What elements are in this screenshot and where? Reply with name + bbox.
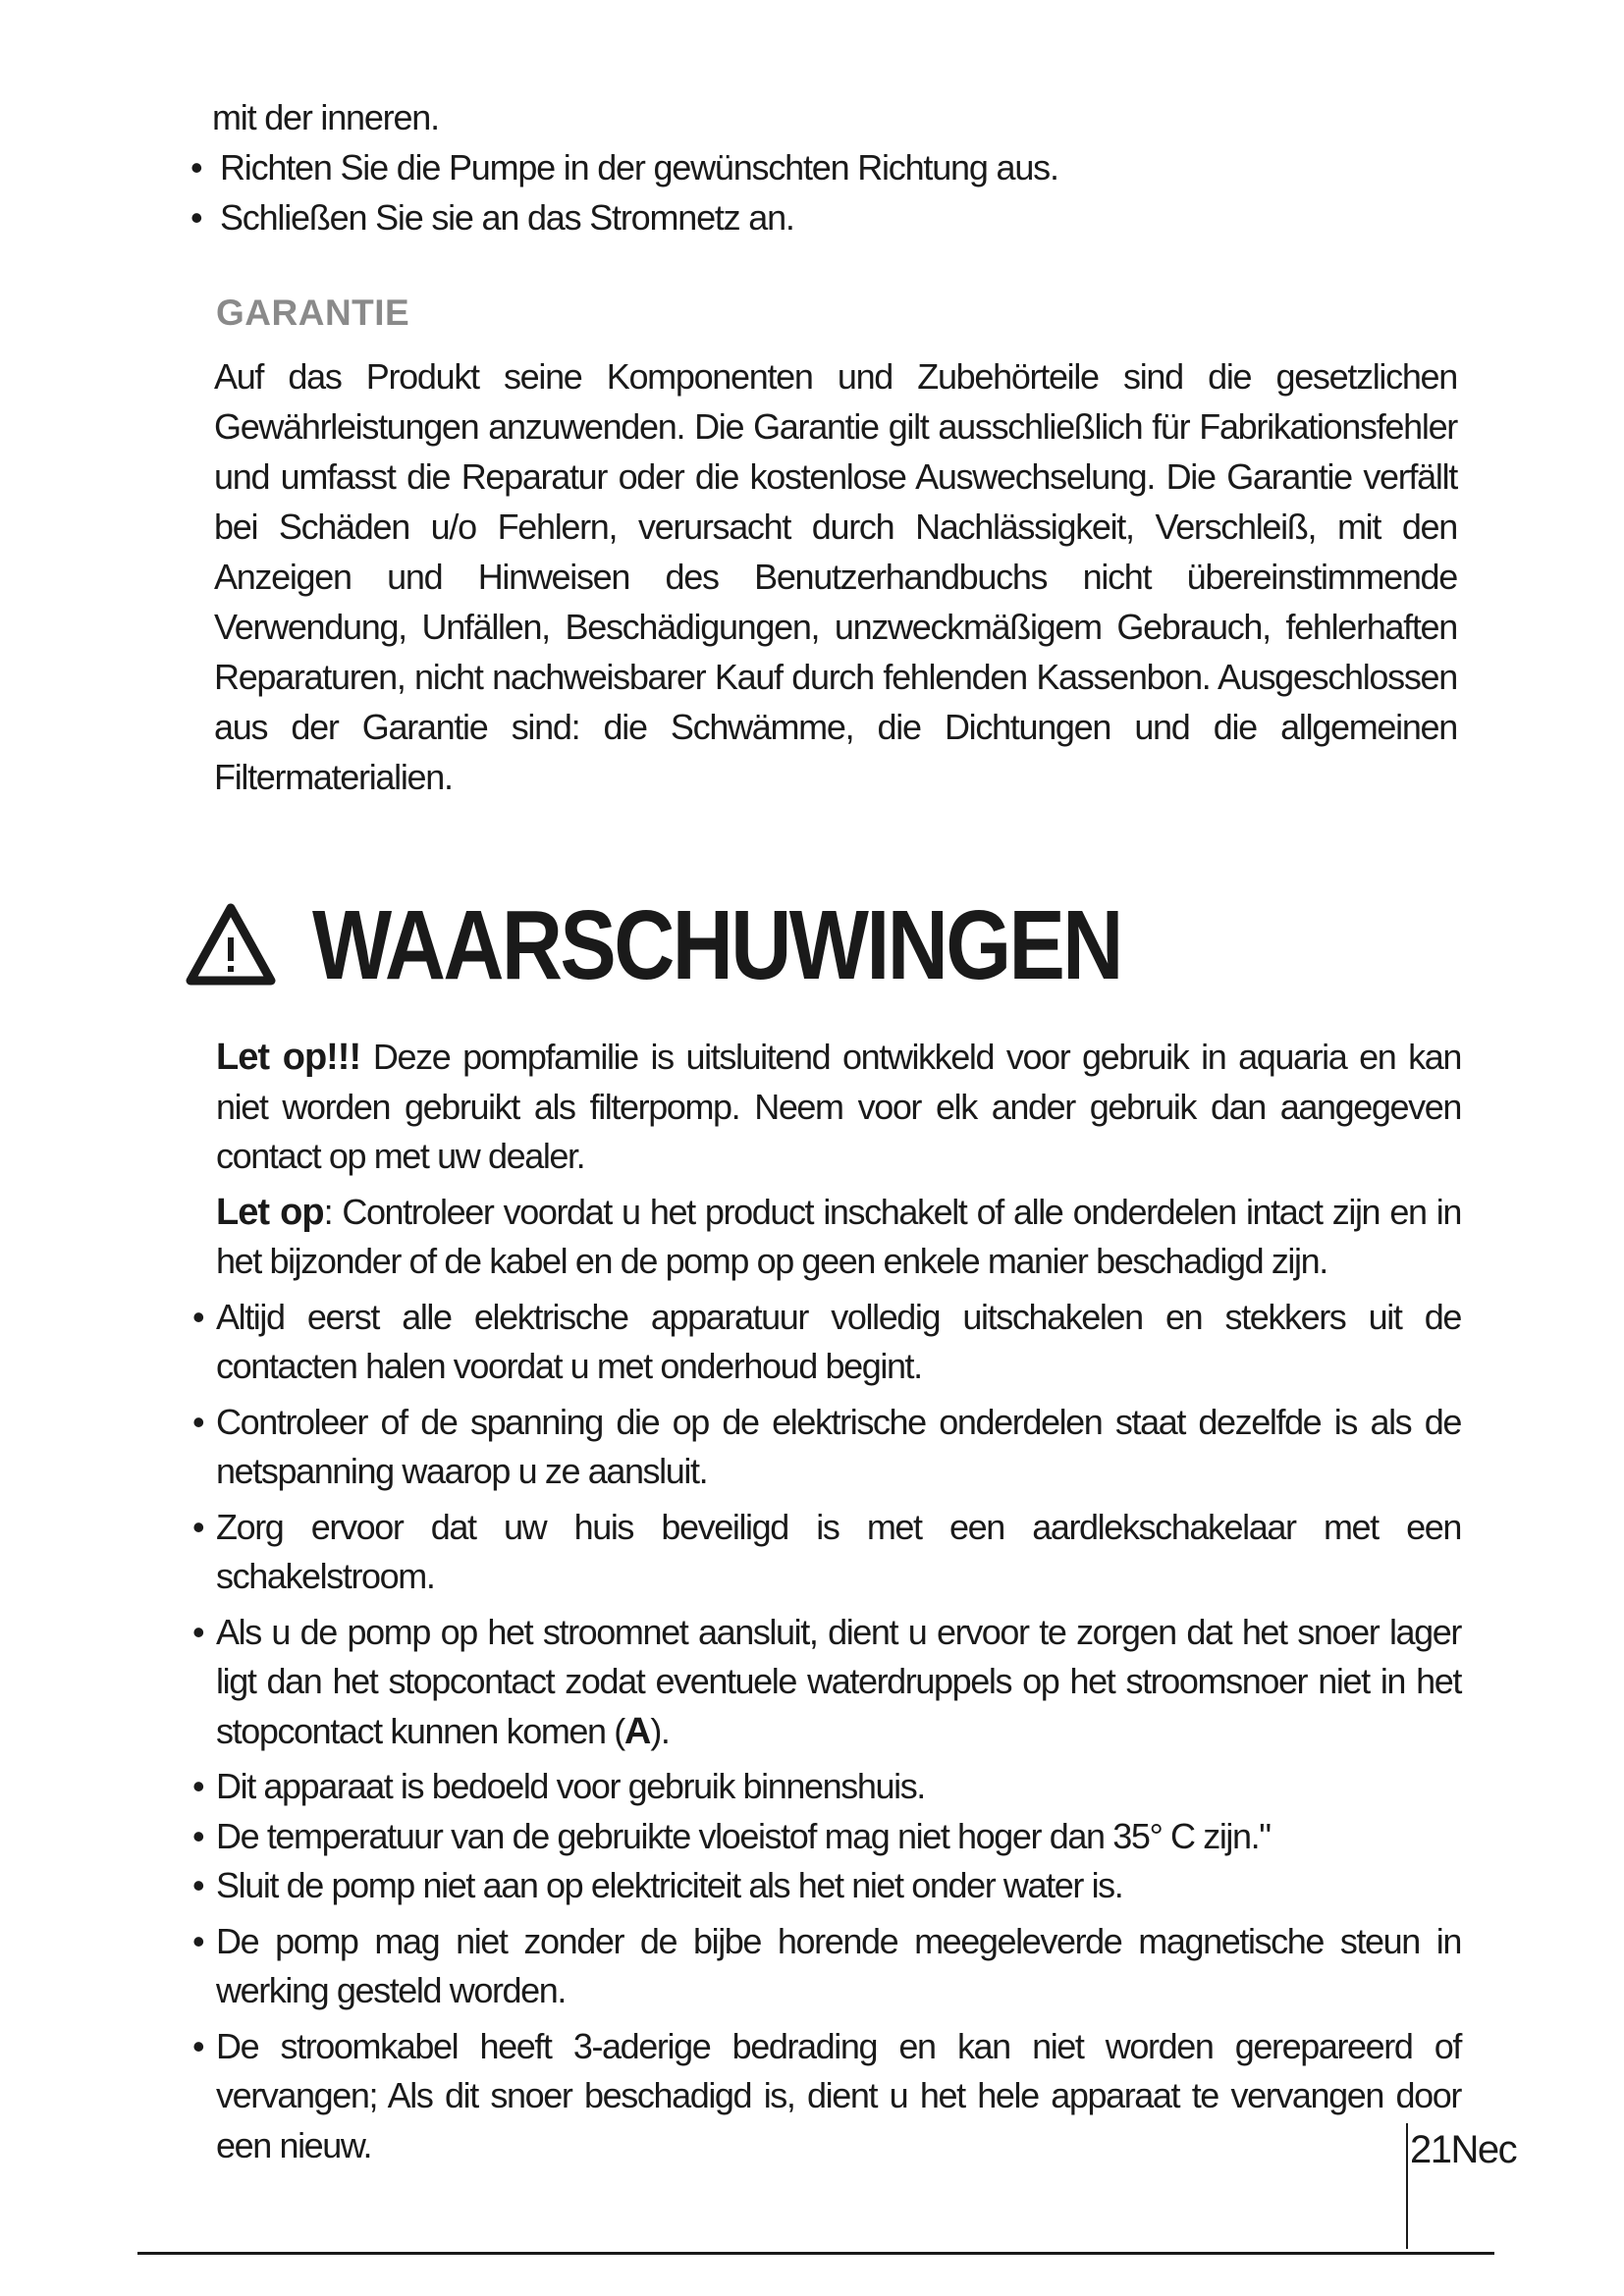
bullet-icon: • [192, 1296, 204, 1337]
list-item: • De pomp mag niet zonder de bijbe horende meegeleverde magnetische steun in werking gesteld worden. [216, 1917, 1461, 2016]
list-item: • Schließen Sie sie an das Stromnetz an. [212, 192, 1459, 242]
page-number: 21Nec [1410, 2128, 1517, 2171]
bullet-icon: • [192, 1815, 204, 1856]
bullet-icon: • [192, 1766, 204, 1806]
bullet-icon: • [192, 1920, 204, 1961]
bullet-icon: • [192, 1865, 204, 1905]
figure-ref: A [623, 1710, 651, 1752]
warnings-header [183, 881, 1253, 1009]
list-item: • Richten Sie die Pumpe in der gewünschten Richtung aus. [212, 142, 1459, 192]
warnings-title: WAARSCHUWINGEN [312, 889, 1121, 1000]
bullet-icon: • [192, 1506, 204, 1547]
intro-line: mit der inneren. [212, 97, 439, 137]
list-item: • Zorg ervoor dat uw huis beveiligd is met een aardlekschakelaar met een schakelstroom. [216, 1503, 1461, 1602]
list-item: • Controleer of de spanning die op de elektrische onderdelen staat dezelfde is als de netspanning waarop u ze aansluit. [216, 1398, 1461, 1497]
warnings-body [192, 1033, 1462, 2170]
notice-paragraph: Let op: Controleer voordat u het product inschakelt of alle onderdelen intact zijn en in het bijzonder of de kabel en de pomp op geen enkele manier beschadigd zijn. [216, 1191, 1461, 1281]
notice-label: Let op [216, 1191, 324, 1233]
list-item: • Sluit de pomp niet aan op elektriciteit als het niet onder water is. [216, 1861, 1461, 1911]
list-item: • Als u de pomp op het stroomnet aansluit, dient u ervoor te zorgen dat het snoer lager ligt dan het stopcontact zodat eventuele waterdruppels op het stroomsnoer niet in het stopcontact kunnen komen (A). [216, 1608, 1461, 1757]
bullet-icon: • [192, 1611, 204, 1652]
bullet-icon: • [190, 197, 202, 238]
garantie-paragraph: Auf das Produkt seine Komponenten und Zubehörteile sind die gesetzlichen Gewährleistungen anzuwenden. Die Garantie gilt ausschließlich für Fabrikationsfehler und umfasst die Reparatur oder die kostenlose Auswechselung. Die Garantie verfällt bei Schäden u/o Fehlern, verursacht durch Nachlässigkeit, Verschleiß, mit den Anzeigen und Hinweisen des Benutzerhandbuchs nicht übereinstimmende Verwendung, Unfällen, Beschädigungen, unzweckmäßigem Gebrauch, fehlerhaften Reparaturen, nicht nachweisbarer Kauf durch fehlenden Kassenbon. Ausgeschlossen aus der Garantie sind: die Schwämme, die Dichtungen und die allgemeinen Filtermaterialien. [214, 356, 1457, 797]
bullet-icon: • [192, 2025, 204, 2066]
bullet-icon: • [192, 1401, 204, 1442]
list-item: • Altijd eerst alle elektrische apparatuur volledig uitschakelen en stekkers uit de contacten halen voordat u met onderhoud begint. [216, 1293, 1461, 1392]
bullet-icon: • [190, 147, 202, 187]
footer-divider [1406, 2123, 1408, 2249]
footer-rule [137, 2252, 1494, 2255]
warning-triangle-icon [183, 900, 279, 990]
list-item: • De temperatuur van de gebruikte vloeistof mag niet hoger dan 35° C zijn." [216, 1812, 1461, 1862]
german-intro [190, 92, 1459, 242]
list-item: • De stroomkabel heeft 3-aderige bedrading en kan niet worden gerepareerd of vervangen; Als dit snoer beschadigd is, dient u het hele apparaat te vervangen door een nieuw. [216, 2022, 1461, 2171]
notice-label: Let op!!! [216, 1037, 361, 1078]
notice-paragraph: Let op!!! Deze pompfamilie is uitsluitend ontwikkeld voor gebruik in aquaria en kan niet worden gebruikt als filterpomp. Neem voor elk ander gebruik dan aangegeven contact op met uw dealer. [216, 1037, 1462, 1176]
list-item: • Dit apparaat is bedoeld voor gebruik binnenshuis. [216, 1762, 1461, 1812]
garantie-heading: GARANTIE [216, 293, 410, 333]
